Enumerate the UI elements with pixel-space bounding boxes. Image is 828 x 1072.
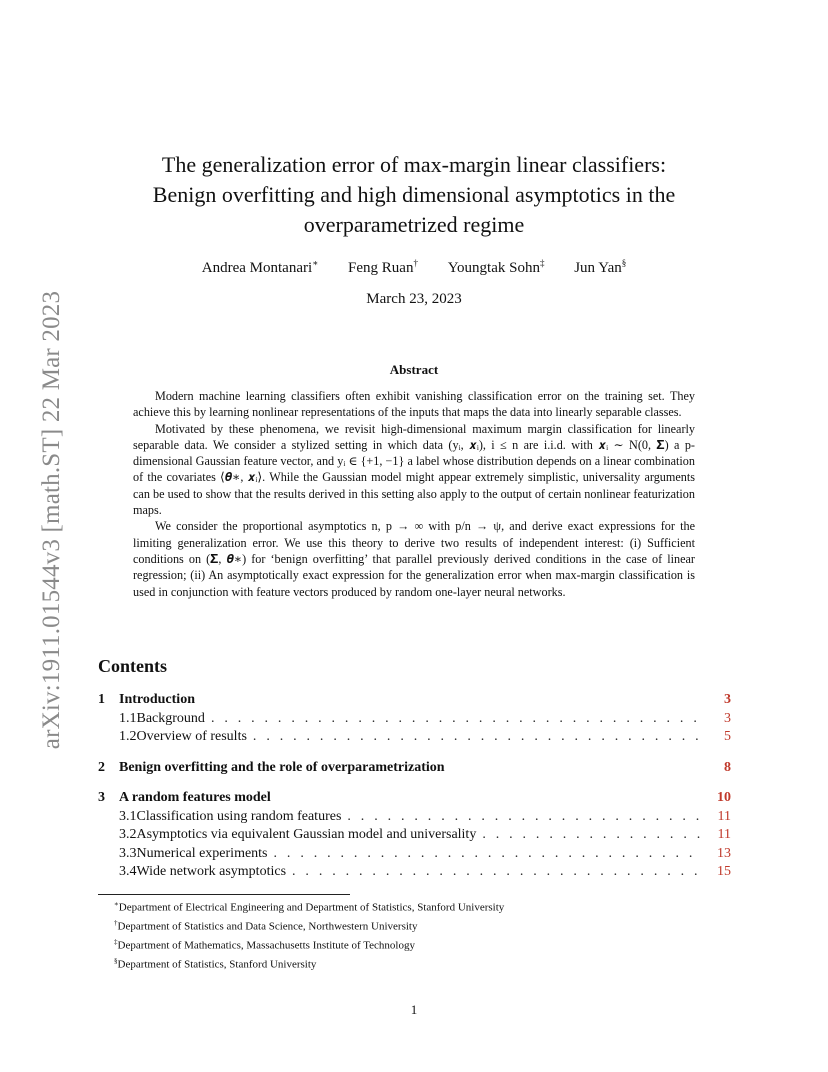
toc-page-link[interactable]: 11 (717, 808, 731, 824)
title-line: The generalization error of max-margin linear classifiers: (161, 152, 667, 177)
toc-leader-dots (253, 729, 701, 745)
toc-number: 3 (98, 790, 105, 805)
abstract-paragraph: Motivated by these phenomena, we revisit high-dimensional maximum margin classification for linearly separable data. We consider a stylized setting in which data (yᵢ, 𝒙ᵢ), i ≤ n are i.i.d. with 𝒙ᵢ ∼ N(0, 𝚺) a p-dimensional Gaussian feature vector, and yᵢ ∈ {+1, −1} a label whose distribution depends on a linear combination of the covariates ⟨𝜽∗, 𝒙ᵢ⟩. While the Gaussian model might appear extremely simplistic, universality arguments can be used to show that the results derived in this setting also apply to the output of certain nonlinear featurization maps. (133, 421, 695, 518)
table-of-contents (98, 692, 731, 883)
toc-label: Classification using random features (136, 808, 342, 824)
footnote-text: Department of Electrical Engineering and Department of Statistics, Stanford University (118, 901, 505, 914)
page-number: 1 (410, 1002, 418, 1017)
author-name: Andrea Montanari (201, 260, 313, 276)
arxiv-identifier-stamp: arXiv:1911.01544v3 [math.ST] 22 Mar 2023 (38, 290, 65, 750)
toc-leader-dots (292, 864, 701, 880)
title-line: Benign overfitting and high dimensional asymptotics in the (152, 182, 676, 207)
toc-leader-dots (211, 711, 701, 727)
author-footnote-mark: ∗ (312, 258, 319, 268)
footnote (114, 916, 504, 935)
abstract-paragraph: We consider the proportional asymptotics n, p → ∞ with p/n → ψ, and derive exact expressions for the limiting generalization error. We use this theory to derive two results of independent interest: (i) Sufficient conditions on (𝚺, 𝜽∗) for ‘benign overfitting’ that parallel previously derived conditions in the case of linear regression; (ii) An asymptotically exact expression for the generalization error when max-margin classification is used in conjunction with feature vectors produced by random one-layer neural networks. (133, 519, 695, 599)
author-name: Feng Ruan (348, 260, 414, 276)
author-list (0, 258, 828, 277)
toc-number: 1.1 (119, 710, 137, 726)
footnote-mark: ‡ (114, 937, 118, 946)
author-footnote-mark: § (621, 258, 627, 268)
abstract-heading: Abstract (389, 362, 439, 377)
toc-leader-dots (347, 809, 701, 825)
author (348, 260, 418, 276)
toc-entry-1[interactable] (98, 692, 731, 711)
footnote (114, 897, 504, 916)
toc-number: 3.2 (119, 827, 137, 842)
toc-number: 3.3 (119, 845, 137, 861)
toc-entry-1-2[interactable] (98, 729, 731, 748)
toc-entry-3-4[interactable] (98, 864, 731, 883)
toc-page-link[interactable]: 3 (724, 710, 731, 726)
footnote-text: Department of Mathematics, Massachusetts Institute of Technology (117, 939, 415, 952)
toc-page-link[interactable]: 5 (724, 729, 731, 744)
abstract-body (133, 388, 695, 600)
toc-label: Benign overfitting and the role of overparametrization (119, 759, 445, 775)
toc-label: Numerical experiments (136, 845, 268, 861)
toc-number: 1.2 (119, 729, 137, 744)
toc-label: Wide network asymptotics (136, 864, 287, 879)
toc-entry-3-1[interactable] (98, 809, 731, 828)
toc-entry-1-1[interactable] (98, 711, 731, 730)
author (202, 260, 319, 276)
author-footnote-mark: † (413, 258, 418, 268)
toc-label: Overview of results (136, 729, 247, 744)
footnote-mark: § (114, 956, 118, 965)
publication-date: March 23, 2023 (366, 291, 462, 307)
contents-heading: Contents (98, 656, 168, 676)
footnote-text: Department of Statistics and Data Science, Northwestern University (117, 920, 418, 933)
toc-leader-dots (274, 846, 701, 862)
paper-title (100, 150, 728, 240)
author-name: Youngtak Sohn (447, 260, 540, 276)
title-line: overparametrized regime (303, 212, 525, 237)
footnotes (114, 897, 504, 972)
toc-page-link[interactable]: 10 (717, 790, 731, 805)
toc-number: 3.1 (119, 808, 137, 824)
footnote-mark: ∗ (114, 900, 119, 908)
author-name: Jun Yan (574, 260, 622, 276)
footnote-rule (98, 894, 350, 895)
footnote-text: Department of Statistics, Stanford University (117, 958, 317, 971)
toc-page-link[interactable]: 11 (717, 827, 731, 842)
toc-label: Asymptotics via equivalent Gaussian model and universality (136, 827, 477, 842)
toc-number: 3.4 (119, 864, 137, 879)
abstract-paragraph: Modern machine learning classifiers often exhibit vanishing classification error on the training set. They achieve this by learning nonlinear representations of the inputs that maps the data into linearly separable classes. (133, 389, 695, 420)
toc-page-link[interactable]: 3 (724, 692, 731, 707)
toc-number: 2 (98, 759, 105, 775)
author (448, 260, 545, 276)
toc-page-link[interactable]: 13 (717, 845, 731, 861)
toc-page-link[interactable]: 15 (717, 864, 731, 879)
toc-leader-dots (482, 827, 701, 843)
author (574, 260, 626, 276)
toc-label: Introduction (119, 692, 195, 707)
footnote (114, 954, 504, 973)
author-footnote-mark: ‡ (539, 258, 545, 268)
toc-label: A random features model (119, 790, 271, 805)
toc-entry-2[interactable] (98, 760, 731, 779)
toc-page-link[interactable]: 8 (724, 759, 731, 775)
toc-number: 1 (98, 692, 105, 707)
footnote-mark: † (114, 918, 118, 927)
footnote (114, 935, 504, 954)
toc-label: Background (136, 710, 205, 726)
toc-entry-3-2[interactable] (98, 827, 731, 846)
toc-entry-3[interactable] (98, 790, 731, 809)
toc-entry-3-3[interactable] (98, 846, 731, 865)
